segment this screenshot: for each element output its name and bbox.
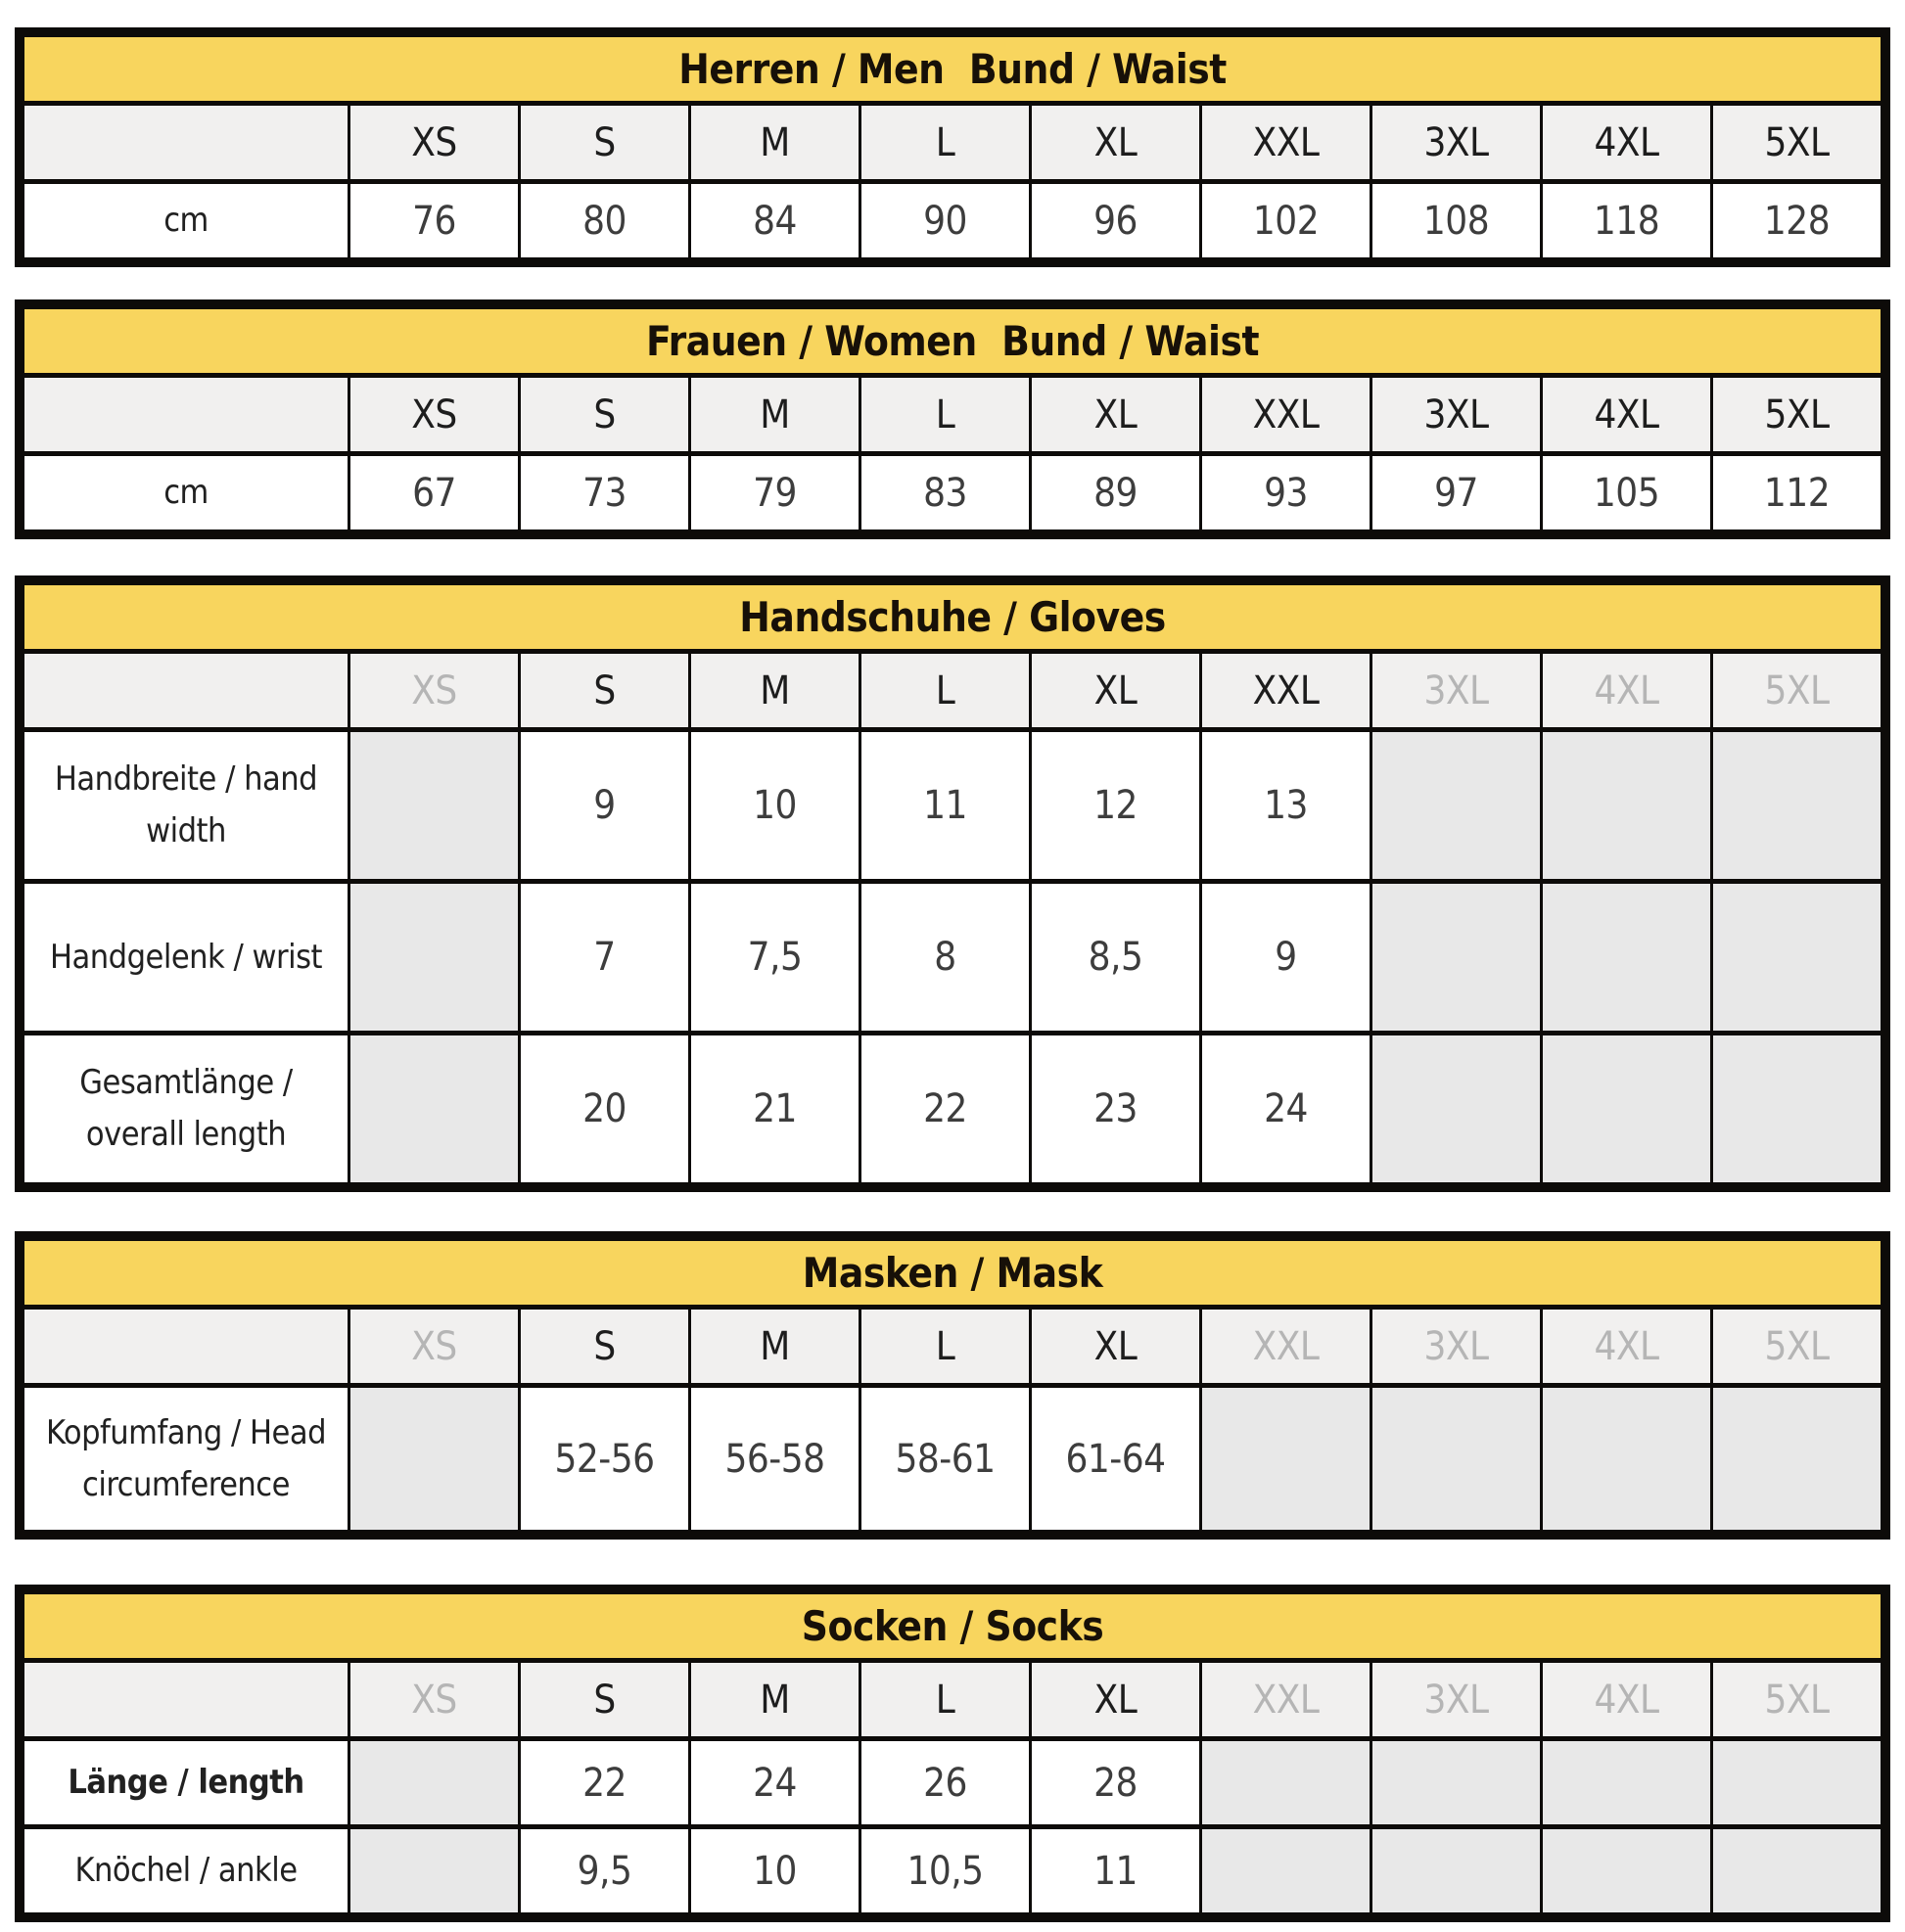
measurement-label: Handgelenk / wrist <box>50 937 322 977</box>
measurement-value: 128 <box>1710 184 1881 257</box>
measurement-value <box>1540 1388 1710 1530</box>
size-column-header-m: M <box>688 378 859 451</box>
measurement-value: 67 <box>348 456 518 529</box>
size-column-header-xl: XL <box>1029 1310 1199 1383</box>
measurement-value: 11 <box>1029 1829 1199 1912</box>
size-table-socks <box>15 1585 1890 1922</box>
measurement-value: 22 <box>518 1741 688 1824</box>
measurement-value <box>348 1741 518 1824</box>
measurement-label: cm <box>163 473 209 513</box>
measurement-value <box>1540 1829 1710 1912</box>
measurement-value: 97 <box>1370 456 1540 529</box>
measurement-value: 21 <box>688 1035 859 1182</box>
measurement-value <box>1370 732 1540 879</box>
size-column-header-4xl: 4XL <box>1540 1310 1710 1383</box>
size-column-header-l: L <box>859 1310 1029 1383</box>
size-column-header-xs: XS <box>348 378 518 451</box>
measurement-value <box>1199 1388 1370 1530</box>
measurement-value: 20 <box>518 1035 688 1182</box>
measurement-value <box>1370 1035 1540 1182</box>
size-column-header-m: M <box>688 1310 859 1383</box>
measurement-label: Knöchel / ankle <box>74 1851 298 1891</box>
measurement-label: Gesamtlänge / overall length <box>79 1063 293 1154</box>
measurement-value: 58-61 <box>859 1388 1029 1530</box>
size-column-header-4xl: 4XL <box>1540 654 1710 727</box>
size-column-header-s: S <box>518 1310 688 1383</box>
size-column-header-s: S <box>518 1663 688 1736</box>
size-table-men-waist <box>15 27 1890 267</box>
size-column-header-s: S <box>518 654 688 727</box>
measurement-row <box>24 1824 1881 1912</box>
measurement-value: 11 <box>859 732 1029 879</box>
size-column-header-m: M <box>688 106 859 179</box>
measurement-value: 112 <box>1710 456 1881 529</box>
measurement-value: 93 <box>1199 456 1370 529</box>
measurement-row <box>24 1383 1881 1530</box>
header-spacer-cell <box>24 378 348 451</box>
measurement-value: 84 <box>688 184 859 257</box>
measurement-value: 28 <box>1029 1741 1199 1824</box>
measurement-label: Länge / length <box>68 1763 304 1803</box>
measurement-value <box>1540 732 1710 879</box>
measurement-value: 83 <box>859 456 1029 529</box>
size-column-header-5xl: 5XL <box>1710 106 1881 179</box>
size-column-header-m: M <box>688 1663 859 1736</box>
size-table-mask <box>15 1231 1890 1540</box>
measurement-value <box>1199 1741 1370 1824</box>
measurement-value <box>348 1035 518 1182</box>
size-column-header-4xl: 4XL <box>1540 1663 1710 1736</box>
measurement-value <box>1370 884 1540 1031</box>
measurement-value <box>1370 1741 1540 1824</box>
measurement-row <box>24 1031 1881 1182</box>
measurement-value: 23 <box>1029 1035 1199 1182</box>
size-column-header-xs: XS <box>348 654 518 727</box>
measurement-value: 10 <box>688 1829 859 1912</box>
size-column-header-3xl: 3XL <box>1370 378 1540 451</box>
measurement-value: 24 <box>688 1741 859 1824</box>
measurement-value: 13 <box>1199 732 1370 879</box>
size-column-header-l: L <box>859 378 1029 451</box>
measurement-value: 9,5 <box>518 1829 688 1912</box>
size-header-row <box>24 654 1881 727</box>
measurement-row <box>24 451 1881 529</box>
measurement-value: 22 <box>859 1035 1029 1182</box>
measurement-value: 8,5 <box>1029 884 1199 1031</box>
size-column-header-xxl: XXL <box>1199 106 1370 179</box>
size-column-header-xxl: XXL <box>1199 1310 1370 1383</box>
header-spacer-cell <box>24 1310 348 1383</box>
measurement-value: 79 <box>688 456 859 529</box>
size-column-header-3xl: 3XL <box>1370 106 1540 179</box>
measurement-value: 56-58 <box>688 1388 859 1530</box>
measurement-value <box>1710 732 1881 879</box>
table-title: Handschuhe / Gloves <box>24 585 1881 654</box>
header-spacer-cell <box>24 1663 348 1736</box>
size-header-row <box>24 106 1881 179</box>
measurement-value: 7 <box>518 884 688 1031</box>
size-column-header-5xl: 5XL <box>1710 1310 1881 1383</box>
size-column-header-m: M <box>688 654 859 727</box>
size-column-header-xs: XS <box>348 1663 518 1736</box>
measurement-label: Handbreite / hand width <box>54 759 318 851</box>
measurement-value <box>1710 1035 1881 1182</box>
measurement-row <box>24 727 1881 879</box>
size-table-gloves <box>15 575 1890 1192</box>
measurement-value <box>1710 1829 1881 1912</box>
size-column-header-3xl: 3XL <box>1370 1663 1540 1736</box>
measurement-value <box>348 1829 518 1912</box>
header-spacer-cell <box>24 106 348 179</box>
size-column-header-3xl: 3XL <box>1370 1310 1540 1383</box>
measurement-value: 9 <box>518 732 688 879</box>
measurement-value: 8 <box>859 884 1029 1031</box>
measurement-value <box>348 884 518 1031</box>
measurement-value: 24 <box>1199 1035 1370 1182</box>
measurement-value <box>1540 1035 1710 1182</box>
header-spacer-cell <box>24 654 348 727</box>
size-column-header-5xl: 5XL <box>1710 1663 1881 1736</box>
size-column-header-l: L <box>859 106 1029 179</box>
size-column-header-xl: XL <box>1029 654 1199 727</box>
table-title: Masken / Mask <box>24 1241 1881 1310</box>
size-column-header-5xl: 5XL <box>1710 378 1881 451</box>
size-column-header-xs: XS <box>348 106 518 179</box>
measurement-value: 73 <box>518 456 688 529</box>
measurement-value <box>1710 1388 1881 1530</box>
size-column-header-l: L <box>859 654 1029 727</box>
measurement-value: 9 <box>1199 884 1370 1031</box>
measurement-value: 102 <box>1199 184 1370 257</box>
size-column-header-xl: XL <box>1029 1663 1199 1736</box>
measurement-value: 7,5 <box>688 884 859 1031</box>
measurement-value: 61-64 <box>1029 1388 1199 1530</box>
measurement-value: 26 <box>859 1741 1029 1824</box>
measurement-value <box>348 1388 518 1530</box>
measurement-value: 76 <box>348 184 518 257</box>
measurement-value: 89 <box>1029 456 1199 529</box>
measurement-label: cm <box>163 201 209 241</box>
size-header-row <box>24 1663 1881 1736</box>
size-header-row <box>24 378 1881 451</box>
size-column-header-xxl: XXL <box>1199 378 1370 451</box>
measurement-value: 108 <box>1370 184 1540 257</box>
size-column-header-4xl: 4XL <box>1540 106 1710 179</box>
size-column-header-xl: XL <box>1029 106 1199 179</box>
measurement-value: 90 <box>859 184 1029 257</box>
measurement-value <box>1540 1741 1710 1824</box>
measurement-row <box>24 1736 1881 1824</box>
measurement-value <box>1370 1829 1540 1912</box>
measurement-value: 105 <box>1540 456 1710 529</box>
table-title: Herren / Men Bund / Waist <box>24 37 1881 106</box>
measurement-value: 10 <box>688 732 859 879</box>
measurement-label: Kopfumfang / Head circumference <box>46 1412 326 1504</box>
size-column-header-s: S <box>518 378 688 451</box>
size-column-header-l: L <box>859 1663 1029 1736</box>
measurement-value <box>1199 1829 1370 1912</box>
measurement-value: 118 <box>1540 184 1710 257</box>
size-column-header-xl: XL <box>1029 378 1199 451</box>
measurement-value: 12 <box>1029 732 1199 879</box>
measurement-value <box>1710 1741 1881 1824</box>
size-column-header-xs: XS <box>348 1310 518 1383</box>
size-column-header-5xl: 5XL <box>1710 654 1881 727</box>
size-column-header-3xl: 3XL <box>1370 654 1540 727</box>
table-title: Socken / Socks <box>24 1594 1881 1663</box>
measurement-value <box>1370 1388 1540 1530</box>
size-column-header-xxl: XXL <box>1199 1663 1370 1736</box>
table-title: Frauen / Women Bund / Waist <box>24 309 1881 378</box>
measurement-value: 52-56 <box>518 1388 688 1530</box>
measurement-value <box>348 732 518 879</box>
measurement-value: 10,5 <box>859 1829 1029 1912</box>
size-header-row <box>24 1310 1881 1383</box>
measurement-row <box>24 879 1881 1031</box>
measurement-row <box>24 179 1881 257</box>
measurement-value: 80 <box>518 184 688 257</box>
size-table-women-waist <box>15 299 1890 539</box>
measurement-value <box>1710 884 1881 1031</box>
measurement-value: 96 <box>1029 184 1199 257</box>
size-tables-container <box>15 27 1890 1922</box>
measurement-value <box>1540 884 1710 1031</box>
size-column-header-xxl: XXL <box>1199 654 1370 727</box>
size-column-header-s: S <box>518 106 688 179</box>
size-column-header-4xl: 4XL <box>1540 378 1710 451</box>
